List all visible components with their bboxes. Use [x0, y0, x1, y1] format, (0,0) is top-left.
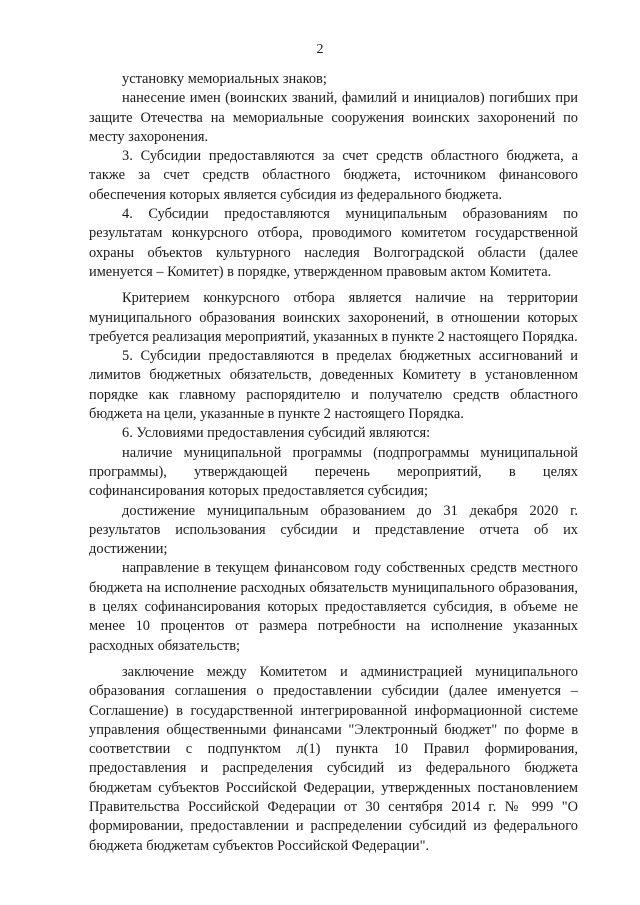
paragraph-item-6: 6. Условиями предоставления субсидий являются: [122, 425, 431, 442]
paragraph-item-5: 5. Субсидии предоставляются в пределах бюджетных ассигнований и лимитов бюджетных обязательств, доведенных Комитету в установленном порядке как главному распорядителю и получателю средств областного бюджета на цели, указанные в пункте 2 настоящего Порядка. [89, 348, 578, 423]
paragraph-condition-cofinancing: направление в текущем финансовом году собственных средств местного бюджета на исполнение расходных обязательств муниципального образования, в целях софинансирования которых предоставляется субсидия, в объеме не менее 10 процентов от размера потребности на исполнение указанных расходных обязательств; [89, 560, 578, 654]
paragraph-item-4: 4. Субсидии предоставляются муниципальным образованиям по результатам конкурсного отбора, проводимого комитетом государственной охраны объектов культурного наследия Волгоградской области (далее именуется – Комитет) в порядке, утвержденном правовым актом Комитета. [89, 206, 578, 280]
paragraph-item-3: 3. Субсидии предоставляются за счет средств областного бюджета, а также за счет средств областного бюджета, источником финансового обеспечения которых является субсидия из федерального бюджета. [89, 148, 578, 203]
paragraph-condition-results: достижение муниципальным образованием до 31 декабря 2020 г. результатов использования субсидии и представление отчета об их достижении; [89, 502, 578, 558]
paragraph-names-engraving: нанесение имен (воинских званий, фамилий и инициалов) погибших при защите Отечества на мемориальные сооружения воинских захоронений по месту захоронения. [89, 90, 578, 145]
paragraph-selection-criterion: Критерием конкурсного отбора является наличие на территории муниципального образования воинских захоронений, в отношении которых требуется реализация мероприятий, указанных в пункте 2 настоящего Порядка. [89, 290, 578, 345]
paragraph-memorial-signs: установку мемориальных знаков; [122, 71, 327, 87]
paragraph-condition-program: наличие муниципальной программы (подпрограммы муниципальной программы), утверждающей перечень мероприятий, в целях софинансирования которых предоставляется субсидия; [89, 444, 578, 500]
paragraph-condition-agreement: заключение между Комитетом и администрацией муниципального образования соглашения о предоставлении субсидии (далее именуется – Соглашение) в государственной интегрированной информационной системе управления общественными финансами "Электронный бюджет" по форме в соответствии с подпунктом л(1) пункта 10 Правил формирования, предоставления и распределения субсидий из федерального бюджета бюджетам субъектов Российской Федерации, утвержденных постановлением Правительства Российской Федерации от 30 сентября 2014 г. № 999 "О формировании, предоставлении и распределении субсидий из федерального бюджета бюджетам субъектов Российской Федерации". [89, 663, 578, 854]
page-number: 2 [316, 42, 324, 57]
document-body [89, 70, 578, 856]
